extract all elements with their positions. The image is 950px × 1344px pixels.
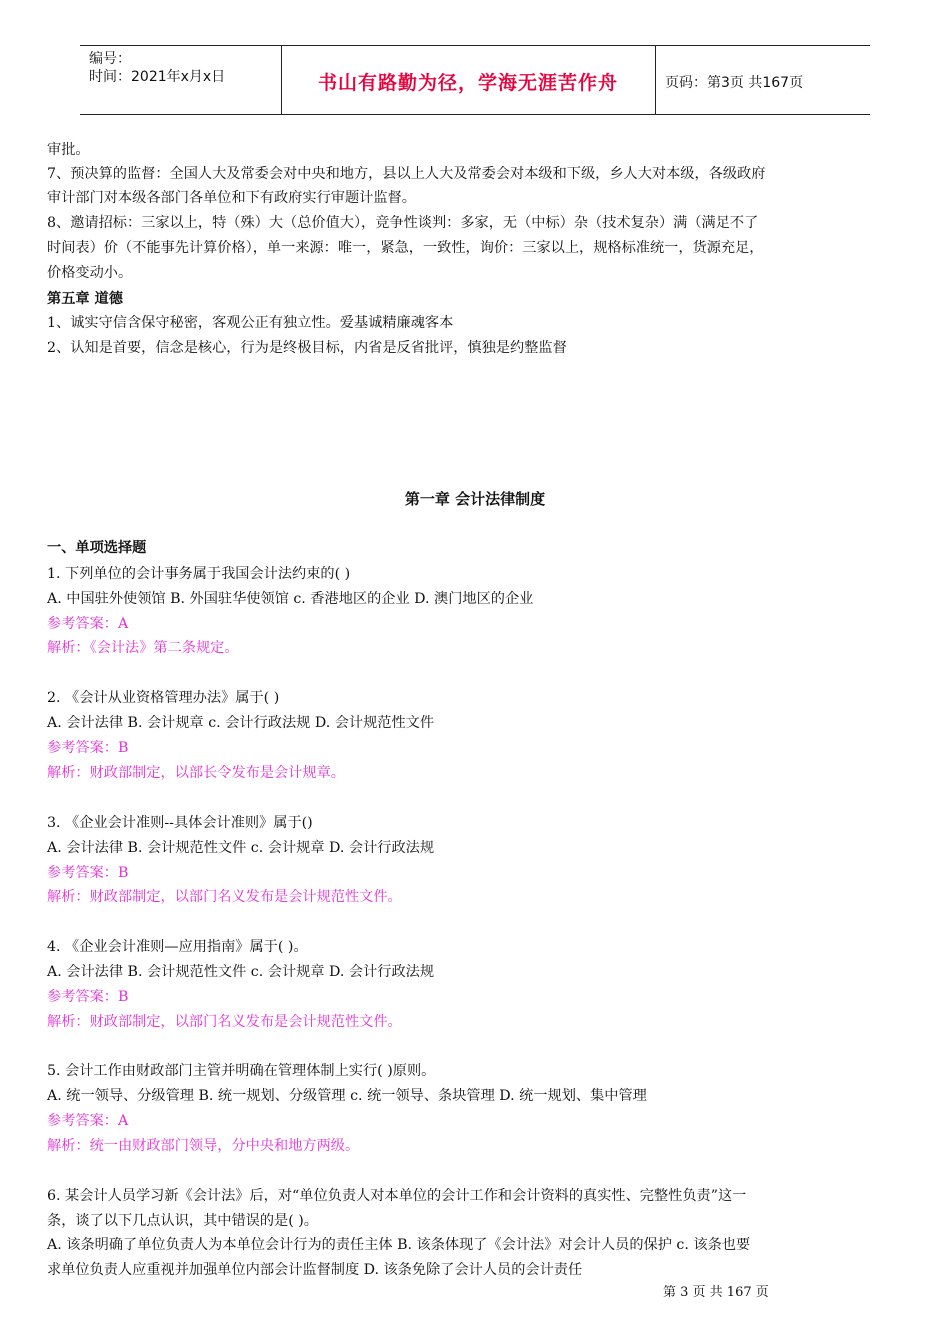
question-options: 求单位负责人应重视并加强单位内部会计监督制度 D. 该条免除了会计人员的会计责任 xyxy=(47,1262,583,1278)
chapter5-item: 2、认知是首要，信念是核心，行为是终极目标，内省是反省批评，慎独是约整监督 xyxy=(47,340,567,356)
question-text: 2. 《会计从业资格管理办法》属于( ) xyxy=(47,690,280,706)
question-explanation: 解析：财政部制定，以部门名义发布是会计规范性文件。 xyxy=(47,1014,402,1030)
question-explanation: 解析：财政部制定，以部门名义发布是会计规范性文件。 xyxy=(47,889,402,905)
question-options: A. 中国驻外使领馆 B. 外国驻华使领馆 c. 香港地区的企业 D. 澳门地区的企业 xyxy=(47,591,534,607)
question-text: 5. 会计工作由财政部门主管并明确在管理体制上实行( )原则。 xyxy=(47,1063,436,1079)
question-text: 1. 下列单位的会计事务属于我国会计法约束的( ) xyxy=(47,566,351,582)
question-text: 6. 某会计人员学习新《会计法》后，对“单位负责人对本单位的会计工作和会计资料的真实性、完整性负责”这一 xyxy=(47,1188,747,1204)
question-answer: 参考答案：B xyxy=(47,740,129,756)
code-label: 编号： xyxy=(89,51,131,67)
chapter5-item: 1、诚实守信含保守秘密，客观公正有独立性。爱基诚精廉魂客本 xyxy=(47,315,454,331)
question-answer: 参考答案：A xyxy=(47,1113,129,1129)
question-explanation: 解析：《会计法》第二条规定。 xyxy=(47,640,239,656)
question-answer: 参考答案：B xyxy=(47,865,129,881)
question-options: A. 会计法律 B. 会计规章 c. 会计行政法规 D. 会计规范性文件 xyxy=(47,715,435,731)
header-page-info: 页码：第3页 共167页 xyxy=(665,75,804,91)
question-options: A. 统一领导、分级管理 B. 统一规划、分级管理 c. 统一领导、条块管理 D. 统一规划、集中管理 xyxy=(47,1088,647,1104)
page-header xyxy=(80,45,870,115)
question-text: 条，谈了以下几点认识，其中错误的是( )。 xyxy=(47,1213,318,1229)
section-title: 一、单项选择题 xyxy=(47,540,147,556)
question-text: 3. 《企业会计准则--具体会计准则》属于() xyxy=(47,815,313,831)
page-footer: 第 3 页 共 167 页 xyxy=(663,1285,769,1300)
header-divider xyxy=(655,46,656,114)
question-explanation: 解析：财政部制定，以部长令发布是会计规章。 xyxy=(47,765,345,781)
intro-line: 审批。 xyxy=(47,142,90,158)
question-text: 4. 《企业会计准则—应用指南》属于( )。 xyxy=(47,939,308,955)
intro-line: 价格变动小。 xyxy=(47,265,133,281)
intro-line: 8、邀请招标：三家以上，特（殊）大（总价值大），竞争性谈判：多家，无（中标）杂（技术复杂）满（满足不了 xyxy=(47,215,759,231)
time-label: 时间：2021年x月x日 xyxy=(89,69,226,85)
intro-line: 审计部门对本级各部门各单位和下有政府实行审题计监督。 xyxy=(47,190,416,206)
chapter1-title: 第一章 会计法律制度 xyxy=(404,490,546,508)
header-motto: 书山有路勤为径，学海无涯苦作舟 xyxy=(317,72,618,94)
question-answer: 参考答案：B xyxy=(47,989,129,1005)
question-options: A. 会计法律 B. 会计规范性文件 c. 会计规章 D. 会计行政法规 xyxy=(47,840,435,856)
header-meta xyxy=(89,50,225,86)
intro-line: 时间表）价（不能事先计算价格），单一来源：唯一，紧急，一致性，询价：三家以上，规格标准统一，货源充足， xyxy=(47,240,764,256)
question-options: A. 会计法律 B. 会计规范性文件 c. 会计规章 D. 会计行政法规 xyxy=(47,964,435,980)
intro-line: 7、预决算的监督：全国人大及常委会对中央和地方，县以上人大及常委会对本级和下级，乡人大对本级，各级政府 xyxy=(47,166,766,182)
question-answer: 参考答案：A xyxy=(47,616,129,632)
question-explanation: 解析：统一由财政部门领导，分中央和地方两级。 xyxy=(47,1138,360,1154)
chapter5-heading: 第五章 道德 xyxy=(47,291,123,307)
question-options: A. 该条明确了单位负责人为本单位会计行为的责任主体 B. 该条体现了《会计法》对会计人员的保护 c. 该条也要 xyxy=(47,1237,751,1253)
